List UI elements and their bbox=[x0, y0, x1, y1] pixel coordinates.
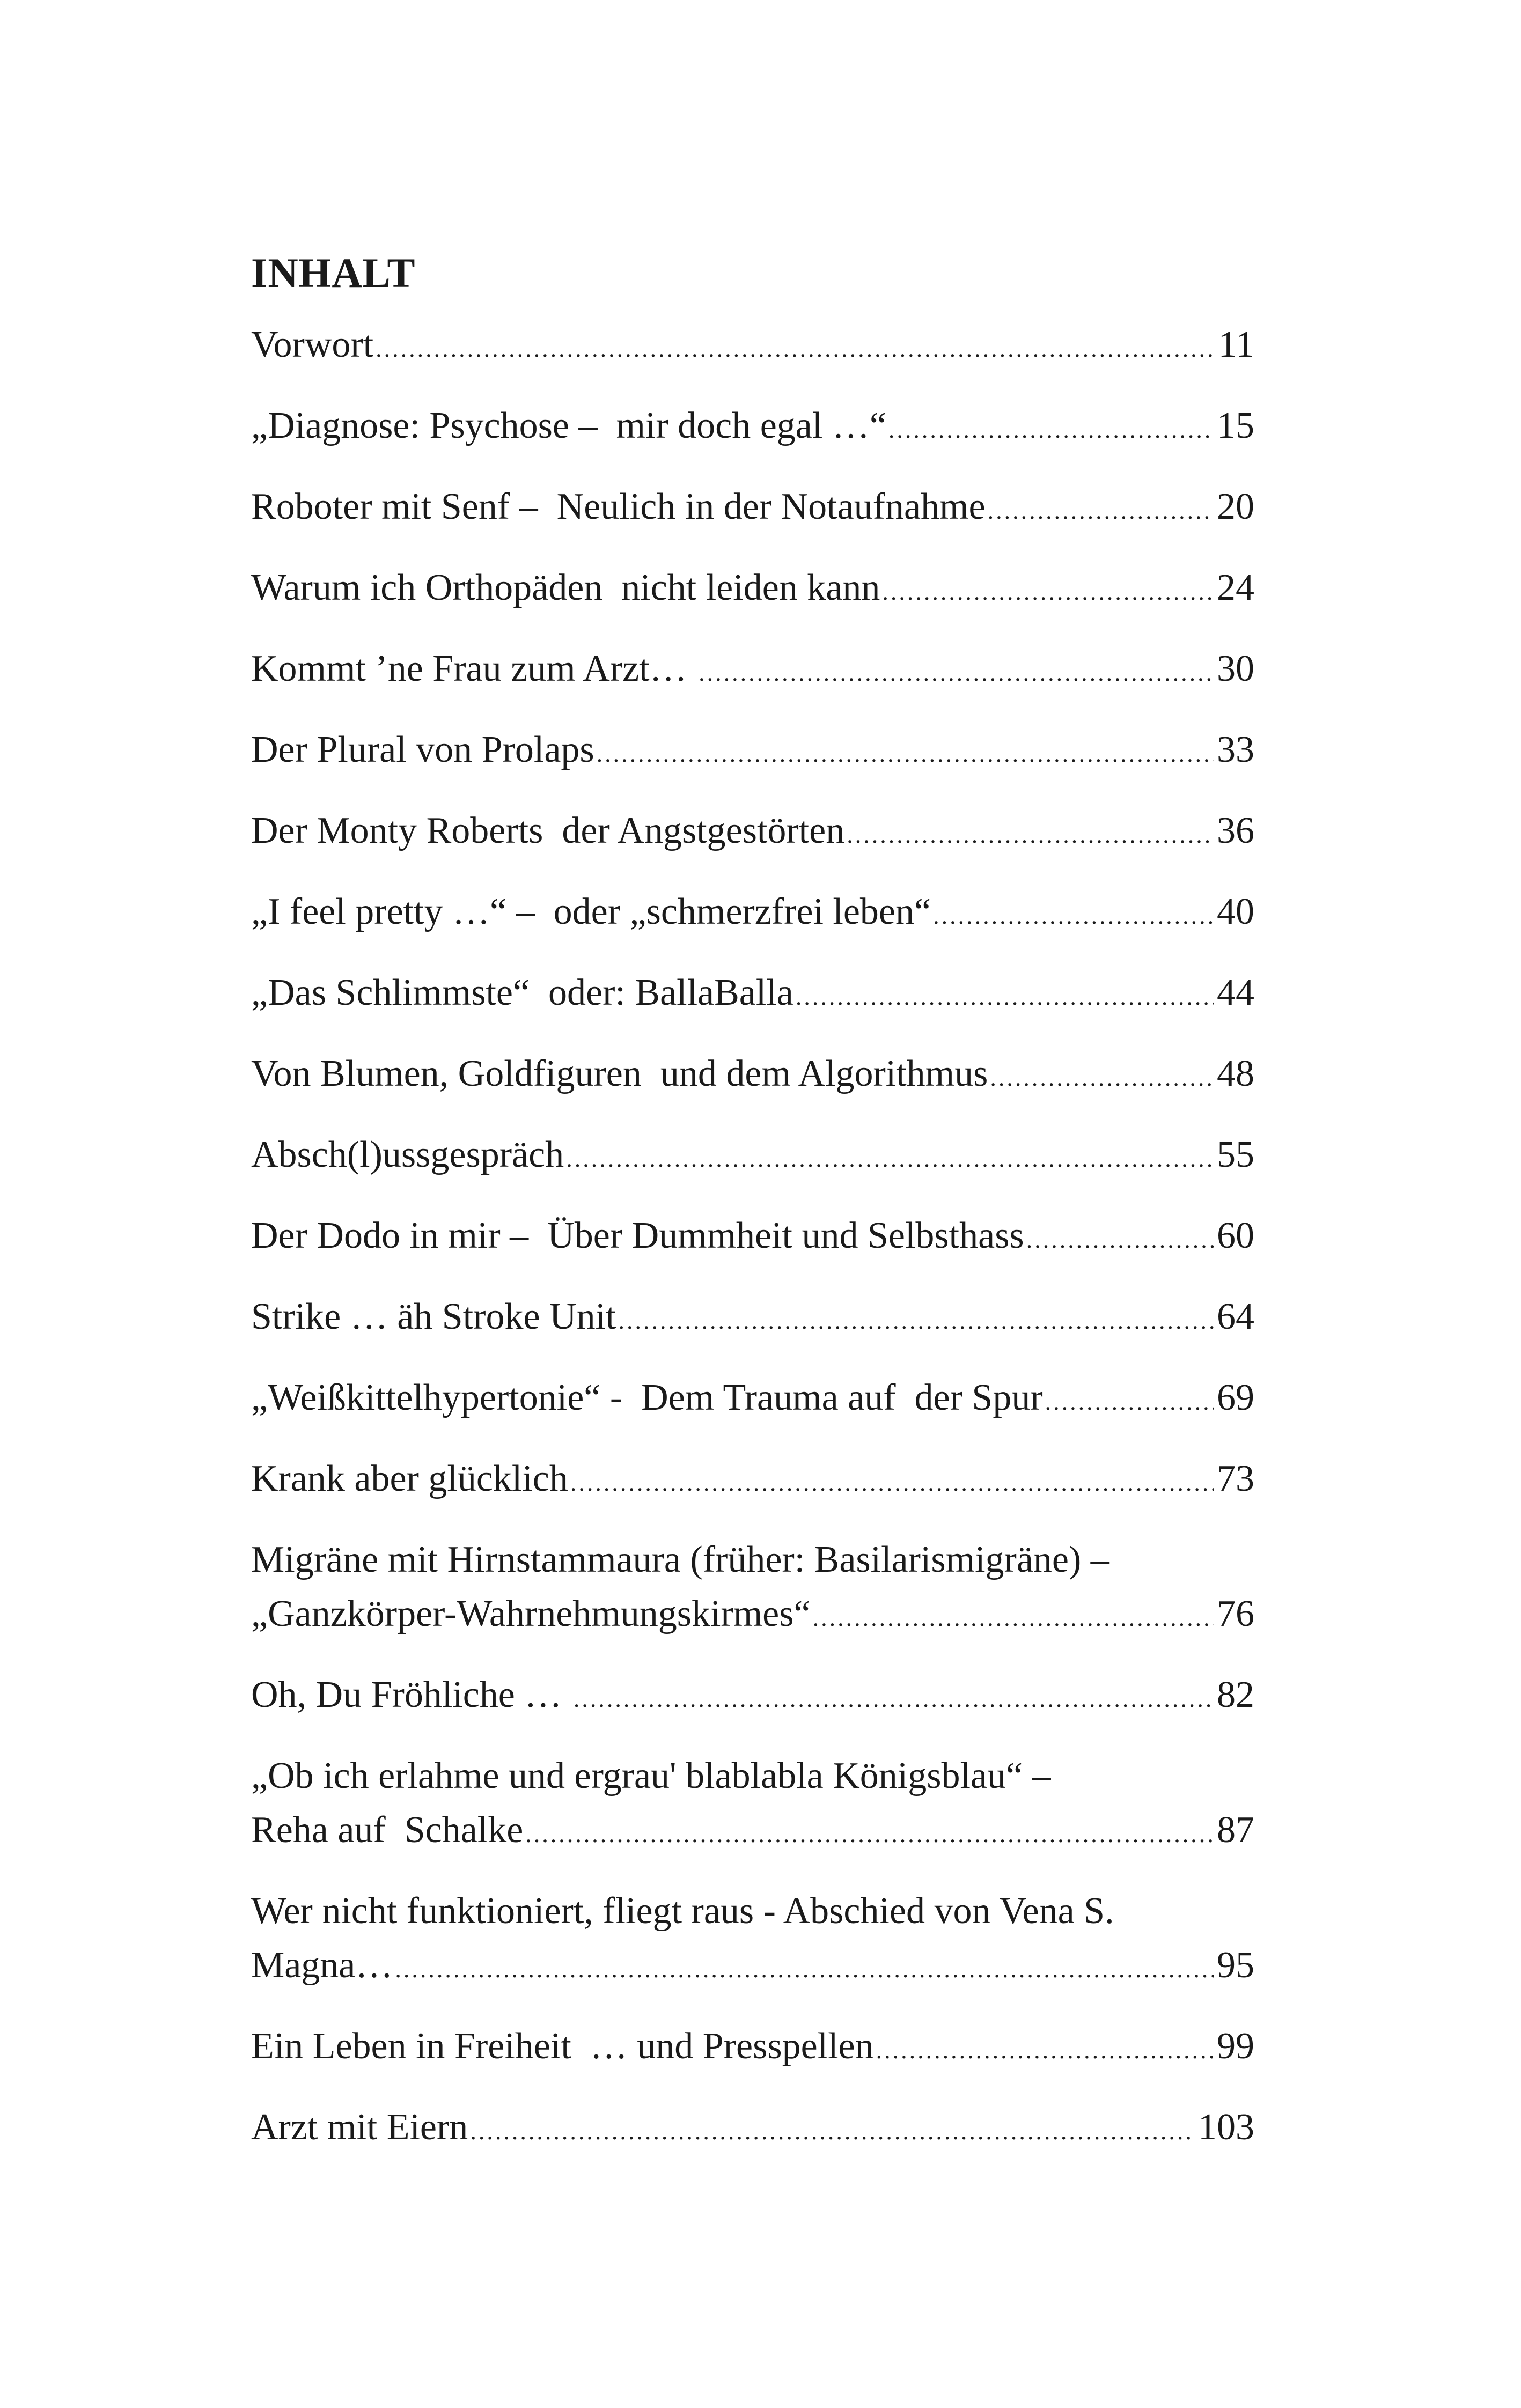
toc-entry-page-number: 99 bbox=[1217, 2026, 1254, 2067]
toc-entry-page-number: 48 bbox=[1217, 1053, 1254, 1094]
toc-entry-title-line1: Wer nicht funktioniert, fliegt raus - Abschied von Vena S. bbox=[251, 1890, 1114, 1932]
toc-entry bbox=[251, 804, 1254, 861]
toc-entry-line bbox=[251, 1668, 1254, 1726]
toc-entry-page-number: 60 bbox=[1217, 1215, 1254, 1256]
toc-entry-line bbox=[251, 1452, 1254, 1509]
toc-entry-title: „Ganzkörper-Wahrnehmungskirmes“ bbox=[251, 1593, 811, 1634]
toc-entry-line bbox=[251, 723, 1254, 780]
dot-leader bbox=[1045, 1374, 1214, 1428]
dot-leader bbox=[813, 1590, 1214, 1645]
dot-leader bbox=[933, 888, 1214, 942]
toc-entry-title: Roboter mit Senf – Neulich in der Notaufnahme bbox=[251, 486, 986, 527]
dot-leader bbox=[988, 483, 1214, 537]
toc-entry-title: „I feel pretty …“ – oder „schmerzfrei leben“ bbox=[251, 891, 931, 932]
toc-entry-page-number: 30 bbox=[1217, 648, 1254, 689]
toc-entry-line bbox=[251, 804, 1254, 861]
toc-entry bbox=[251, 885, 1254, 942]
toc-entry bbox=[251, 642, 1254, 699]
dot-leader bbox=[395, 1942, 1214, 1996]
toc-entry-title: Ein Leben in Freiheit … und Presspellen bbox=[251, 2026, 874, 2067]
toc-entry-line bbox=[251, 1371, 1254, 1428]
toc-entry-line bbox=[251, 399, 1254, 456]
toc-entry bbox=[251, 2100, 1254, 2158]
toc-entry bbox=[251, 1452, 1254, 1509]
toc-entry bbox=[251, 1749, 1254, 1861]
toc-entry-line bbox=[251, 2100, 1254, 2158]
toc-entry-line bbox=[251, 1938, 1254, 1996]
dot-leader bbox=[882, 564, 1214, 618]
toc-entry-title: Oh, Du Fröhliche … bbox=[251, 1674, 571, 1715]
toc-entry-title: Der Monty Roberts der Angstgestörten bbox=[251, 810, 845, 851]
toc-entry bbox=[251, 1290, 1254, 1347]
dot-leader bbox=[796, 969, 1214, 1023]
toc-entry-line bbox=[251, 1209, 1254, 1266]
page-title: INHALT bbox=[251, 249, 416, 296]
toc-entry-title-line1: „Ob ich erlahme und ergrau' blablabla Königsblau“ – bbox=[251, 1755, 1051, 1796]
toc-entry-line bbox=[251, 1587, 1254, 1645]
toc-entry-page-number: 33 bbox=[1217, 729, 1254, 770]
toc-entry-page-number: 95 bbox=[1217, 1945, 1254, 1986]
dot-leader bbox=[570, 1455, 1214, 1509]
dot-leader bbox=[574, 1671, 1214, 1726]
toc-entry-page-number: 15 bbox=[1217, 405, 1254, 446]
dot-leader bbox=[1026, 1212, 1214, 1266]
toc-entry-page-number: 103 bbox=[1198, 2107, 1254, 2148]
toc-entry-line bbox=[251, 1803, 1254, 1861]
toc-entry-page-number: 87 bbox=[1217, 1809, 1254, 1851]
dot-leader bbox=[990, 1050, 1214, 1104]
toc-entry-title: „Das Schlimmste“ oder: BallaBalla bbox=[251, 972, 793, 1013]
toc-entry bbox=[251, 723, 1254, 780]
toc-entry-line bbox=[251, 1047, 1254, 1104]
toc-entry bbox=[251, 1047, 1254, 1104]
toc-entry-line bbox=[251, 1290, 1254, 1347]
toc-entry bbox=[251, 2019, 1254, 2077]
toc-entry-page-number: 76 bbox=[1217, 1593, 1254, 1634]
dot-leader bbox=[699, 645, 1214, 699]
dot-leader bbox=[376, 321, 1215, 375]
toc-entry-title: „Weißkittelhypertonie“ - Dem Trauma auf der Spur bbox=[251, 1377, 1043, 1418]
toc-entry-title: „Diagnose: Psychose – mir doch egal …“ bbox=[251, 405, 886, 446]
toc-entry bbox=[251, 1128, 1254, 1185]
toc-entry-title: Krank aber glücklich bbox=[251, 1458, 568, 1499]
toc-entry-page-number: 20 bbox=[1217, 486, 1254, 527]
toc-entry bbox=[251, 399, 1254, 456]
toc-entry-title: Strike … äh Stroke Unit bbox=[251, 1296, 616, 1337]
dot-leader bbox=[876, 2023, 1214, 2077]
toc-entry-page-number: 69 bbox=[1217, 1377, 1254, 1418]
toc-entry-title: Warum ich Orthopäden nicht leiden kann bbox=[251, 567, 880, 608]
toc-entry-title: Von Blumen, Goldfiguren und dem Algorithmus bbox=[251, 1053, 988, 1094]
toc-entry-line bbox=[251, 642, 1254, 699]
dot-leader bbox=[525, 1807, 1214, 1861]
toc-entry bbox=[251, 1209, 1254, 1266]
toc-entry-line bbox=[251, 318, 1254, 375]
toc-entry bbox=[251, 318, 1254, 375]
toc-entry-page-number: 82 bbox=[1217, 1674, 1254, 1715]
toc-entry-page-number: 44 bbox=[1217, 972, 1254, 1013]
toc-entry-title-line1: Migräne mit Hirnstammaura (früher: Basilarismigräne) – bbox=[251, 1539, 1109, 1580]
toc-entry bbox=[251, 561, 1254, 618]
toc-entry-page-number: 64 bbox=[1217, 1296, 1254, 1337]
toc-entry bbox=[251, 1668, 1254, 1726]
toc-entry bbox=[251, 1533, 1254, 1645]
toc-entry-page-number: 73 bbox=[1217, 1458, 1254, 1499]
toc-entry bbox=[251, 1371, 1254, 1428]
toc-list bbox=[251, 318, 1254, 2158]
toc-entry-page-number: 11 bbox=[1218, 324, 1254, 365]
toc-entry-title: Der Plural von Prolaps bbox=[251, 729, 594, 770]
toc-entry-title: Magna… bbox=[251, 1945, 393, 1986]
dot-leader bbox=[618, 1293, 1214, 1347]
toc-entry bbox=[251, 966, 1254, 1023]
dot-leader bbox=[597, 726, 1214, 780]
toc-entry-page-number: 55 bbox=[1217, 1134, 1254, 1175]
dot-leader bbox=[847, 807, 1214, 861]
toc-entry-title: Arzt mit Eiern bbox=[251, 2107, 468, 2148]
toc-entry-page-number: 40 bbox=[1217, 891, 1254, 932]
toc-entry-line bbox=[251, 1128, 1254, 1185]
toc-entry-title: Vorwort bbox=[251, 324, 374, 365]
dot-leader bbox=[566, 1131, 1214, 1185]
toc-entry bbox=[251, 1884, 1254, 1996]
toc-entry-page-number: 24 bbox=[1217, 567, 1254, 608]
toc-entry-line bbox=[251, 2019, 1254, 2077]
dot-leader bbox=[470, 2104, 1195, 2158]
toc-entry-title: Absch(l)ussgespräch bbox=[251, 1134, 564, 1175]
toc-entry-line bbox=[251, 561, 1254, 618]
toc-entry-title: Der Dodo in mir – Über Dummheit und Selbsthass bbox=[251, 1215, 1024, 1256]
toc-entry bbox=[251, 480, 1254, 537]
table-of-contents-page bbox=[251, 249, 1254, 2181]
dot-leader bbox=[888, 402, 1214, 456]
toc-entry-title: Kommt ’ne Frau zum Arzt… bbox=[251, 648, 697, 689]
toc-entry-title: Reha auf Schalke bbox=[251, 1809, 524, 1851]
toc-entry-line bbox=[251, 480, 1254, 537]
toc-entry-line bbox=[251, 885, 1254, 942]
toc-entry-page-number: 36 bbox=[1217, 810, 1254, 851]
toc-entry-line bbox=[251, 966, 1254, 1023]
